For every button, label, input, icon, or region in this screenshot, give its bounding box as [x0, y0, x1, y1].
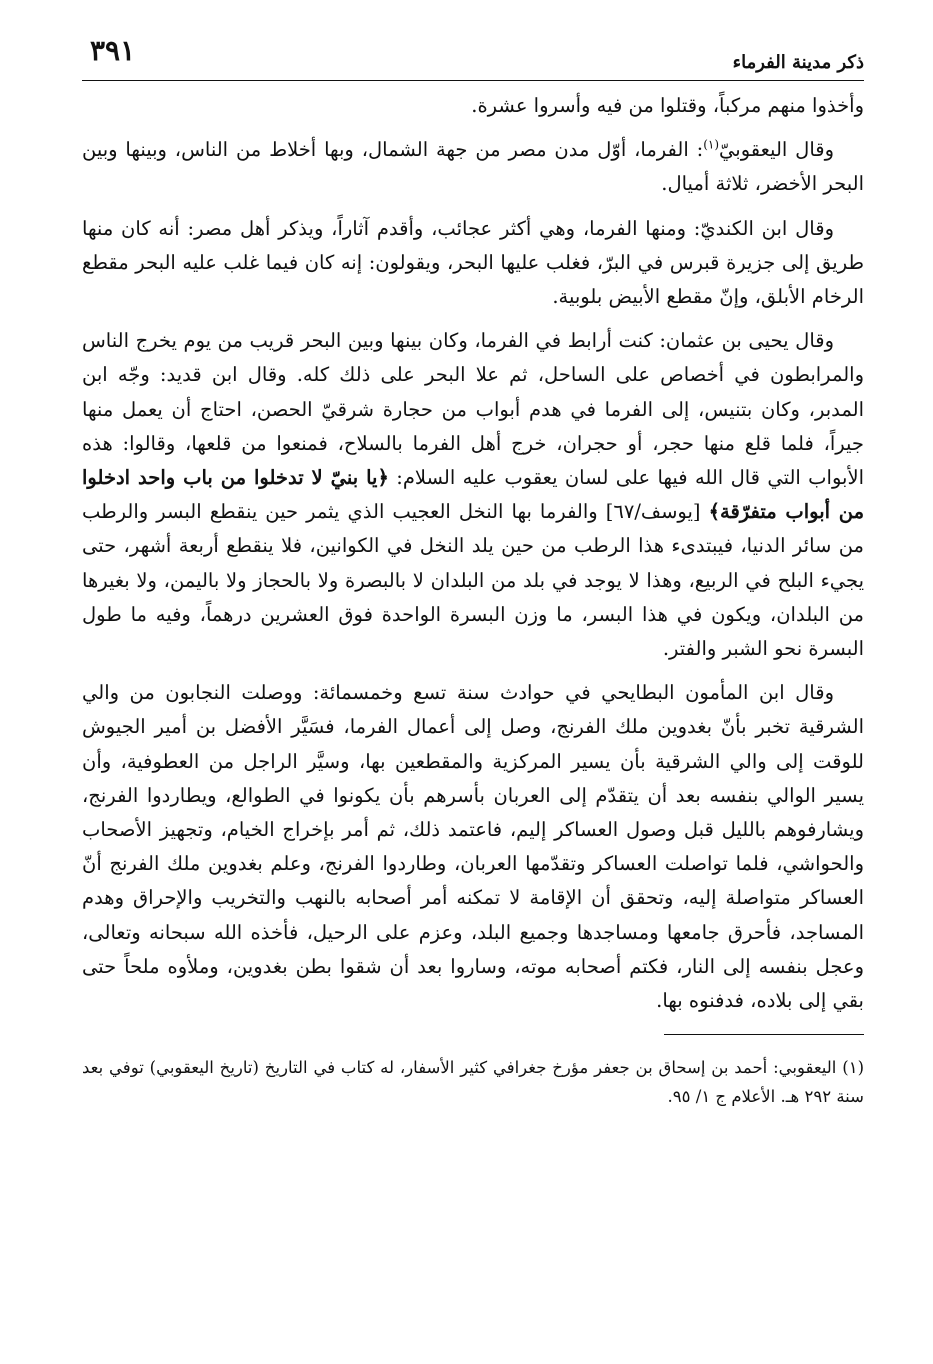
paragraph-4-rest: [يوسف/٦٧] والفرما بها النخل العجيب الذي يثمر حين ينقطع البسر والرطب من سائر الدنيا، فيبتدىء هذا الرطب من حين يلد النخل في الكوانين، فلا ينقطع أربعة أشهر، حتى يجيء البلح في الربيع، وهذا لا يوجد في بلد من البلدان لا بالبصرة ولا بالحجاز ولا باليمن، ولا بغيرها من البلدان، ويكون في هذا البسر، ما وزن البسرة الواحدة فوق العشرين درهماً، وفيه ما طول البسرة نحو الشبر والفتر. [82, 500, 864, 661]
footnote-divider [664, 1034, 864, 1035]
body-text [82, 89, 864, 1018]
paragraph-5: وقال ابن المأمون البطايحي في حوادث سنة تسع وخمسمائة: ووصلت النجابون من والي الشرقية تخبر بأنّ بغدوين ملك الفرنج، وصل إلى أعمال الفرما، فسَيَّر الأفضل بن أمير الجيوش للوقت إلى والي الشرقية بأن يسير المركزية والمقطعين بها، وسيَّر الراجل من العطوفية، وأن يسير الوالي بنفسه بعد أن يتقدّم إلى العربان بأسرهم بأن يكونوا في الطوالع، ويطاردوا الفرنج، ويشارفوهم بالليل قبل وصول العساكر إليم، فاعتمد ذلك، ثم أمر بإخراج الخيام، وتجهيز الأصحاب والحواشي، فلما تواصلت العساكر وتقدّمها العربان، وطاردوا الفرنج، وعلم بغدوين ملك الفرنج أنّ العساكر متواصلة إليه، وتحقق أن الإقامة لا تمكنه أمر أصحابه بالنهب والتخريب والإحراق وهدم المساجد، فأحرق جامعها ومساجدها وجميع البلد، وعزم على الرحيل، فأخذه الله سبحانه وتعالى، وعجل بنفسه إلى النار، فكتم أصحابه موته، وساروا بعد أن شقوا بطن بغدوين، وملأوه ملحاً حتى بقي إلى بلاده، فدفنوه بها. [82, 681, 864, 1013]
paragraph-2-start: وقال اليعقوبيّ [719, 138, 834, 162]
page-number: ٣٩١ [90, 34, 136, 67]
quran-verse: ﴿يا بنيّ لا تدخلوا من باب واحد ادخلوا من أبواب متفرّقة﴾ [82, 466, 865, 524]
footnote-text: اليعقوبي: أحمد بن إسحاق بن جعفر مؤرخ جغرافي كثير الأسفار، له كتاب في التاريخ (تاريخ اليعقوبي) توفي بعد سنة ٢٩٢ هـ. الأعلام ج ١/ ٩٥. [82, 1058, 864, 1107]
footnote [82, 1053, 864, 1111]
footnote-ref: (١) [703, 137, 720, 152]
chapter-title: ذكر مدينة الفرماء [732, 52, 864, 73]
book-page [82, 30, 864, 1350]
paragraph-2-rest: : الفرما، أوّل مدن مصر من جهة الشمال، وبها أخلاط من الناس، وبينها وبين البحر الأخضر، ثلاثة أميال. [82, 138, 864, 196]
paragraph-4-start: وقال يحيى بن عثمان: كنت أرابط في الفرما، وكان بينها وبين البحر قريب من يوم يخرج الناس والمرابطون في أخصاص على الساحل، ثم علا البحر على ذلك كله. وقال ابن قديد: وجّه ابن المدبر، وكان بتنيس، إلى الفرما في هدم أبواب من حجارة شرقيّ الحصن، احتاج أن يعمل منها جيراً، فلما قلع منها حجر، أو حجران، خرج أهل الفرما بالسلاح، فمنعوا من قلعها، وقالوا: هذه الأبواب التي قال الله فيها على لسان يعقوب عليه السلام: [82, 329, 864, 490]
paragraph-4 [82, 324, 864, 666]
running-head [82, 30, 864, 81]
paragraph-3: وقال ابن الكنديّ: ومنها الفرما، وهي أكثر عجائب، وأقدم آثاراً، ويذكر أهل مصر: أنه كان منها طريق إلى جزيرة قبرس في البرّ، فغلب عليها البحر، ويقولون: إنه كان فيما غلب عليه البحر مقطع الرخام الأبلق، وإنّ مقطع الأبيض بلوبية. [82, 216, 864, 309]
paragraph-1: وأخذوا منهم مركباً، وقتلوا من فيه وأسروا عشرة. [471, 94, 864, 117]
footnote-number: (١) [842, 1058, 864, 1078]
paragraph-2 [82, 133, 864, 201]
